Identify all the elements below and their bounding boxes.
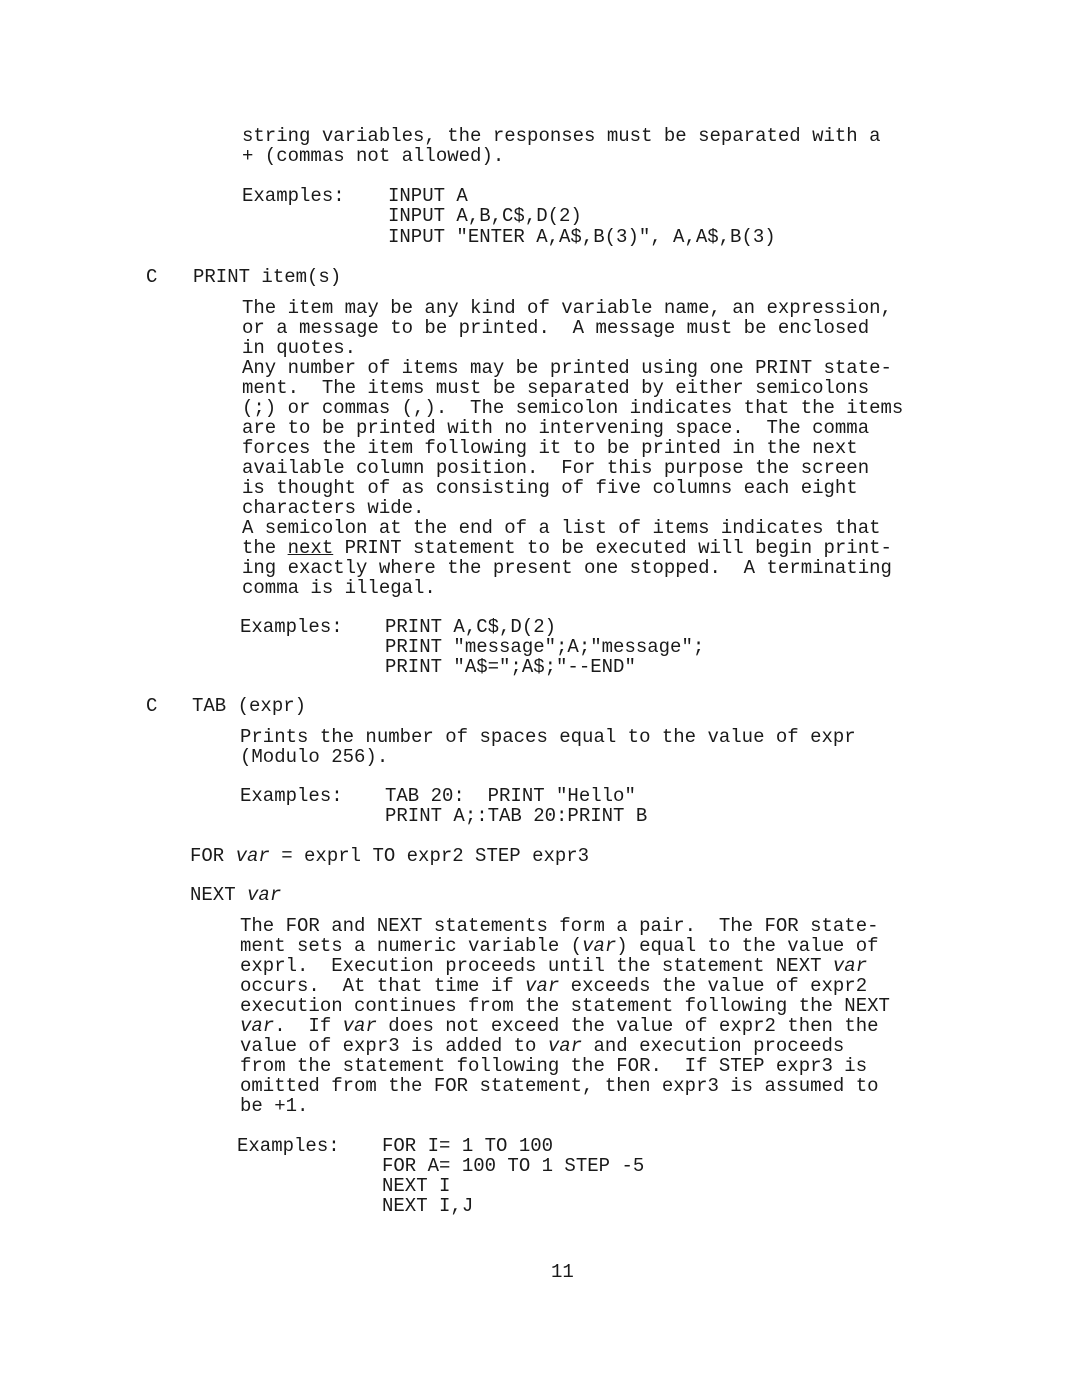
for-example-code: FOR A= 100 TO 1 STEP -5 (382, 1155, 645, 1177)
for-body-line (240, 1016, 879, 1036)
print-example-code: PRINT A,C$,D(2) (385, 616, 557, 638)
tab-example-code: TAB 20: PRINT "Hello" (385, 785, 636, 807)
for-body-text: does not exceed the value of expr2 then the (376, 1015, 879, 1037)
for-body-text: from the statement following the FOR. If STEP expr3 is (240, 1055, 868, 1077)
input-example-code: INPUT A (388, 185, 468, 207)
print-body-line: available column position. For this purpose the screen (242, 457, 870, 479)
var-italic: var (582, 935, 617, 957)
for-example-code: NEXT I (382, 1175, 451, 1197)
print-section-marker: C (146, 266, 158, 288)
for-body-text: exceeds the value of expr2 (559, 975, 868, 997)
var-italic: var (247, 884, 282, 906)
for-body-line (240, 1096, 308, 1116)
tab-example-code: PRINT A;:TAB 20:PRINT B (385, 805, 648, 827)
input-example-code: INPUT A,B,C$,D(2) (388, 205, 582, 227)
var-italic: var (525, 975, 560, 997)
print-body-line: forces the item following it to be printed in the next (242, 437, 858, 459)
print-body-line: is thought of as consisting of five columns each eight (242, 477, 858, 499)
for-body-text: The FOR and NEXT statements form a pair. The FOR state- (240, 915, 879, 937)
print-body-line: or a message to be printed. A message must be enclosed (242, 317, 870, 339)
print-body-line: in quotes. (242, 337, 357, 359)
for-examples-label: Examples: (237, 1135, 340, 1157)
tab-body-line: (Modulo 256). (240, 746, 389, 768)
for-example-code: FOR I= 1 TO 100 (382, 1135, 554, 1157)
for-body-text: and execution proceeds (582, 1035, 845, 1057)
for-example-code: NEXT I,J (382, 1195, 474, 1217)
for-body-text: execution continues from the statement following the NEXT (240, 995, 890, 1017)
tab-section-marker: C (146, 695, 158, 717)
var-italic: var (235, 845, 270, 867)
page-number: 11 (551, 1261, 574, 1283)
for-body-text: ) equal to the value of (616, 935, 879, 957)
for-body-line (240, 1056, 867, 1076)
for-body-line (240, 956, 867, 976)
print-example-code: PRINT "A$=";A$;"--END" (385, 656, 636, 678)
for-body-line (240, 1076, 879, 1096)
print-body-line: are to be printed with no intervening space. The comma (242, 417, 870, 439)
for-body-line (240, 936, 879, 956)
print-body-line: The item may be any kind of variable name, an expression, (242, 297, 892, 319)
intro-symbol: + (242, 145, 254, 167)
for-body-text: omitted from the FOR statement, then expr3 is assumed to (240, 1075, 879, 1097)
for-body-text: be +1. (240, 1095, 309, 1117)
for-body-text: occurs. At that time if (240, 975, 526, 997)
print-body-line: Any number of items may be printed using one PRINT state- (242, 357, 892, 379)
print-body-text: the (242, 537, 288, 559)
print-body-line: characters wide. (242, 497, 425, 519)
tab-examples-label: Examples: (240, 785, 343, 807)
for-body-text: exprl. Execution proceeds until the statement NEXT (240, 955, 833, 977)
for-heading (190, 846, 589, 866)
var-italic: var (240, 1015, 275, 1037)
for-body-line (240, 1036, 844, 1056)
print-body-line: (;) or commas (,). The semicolon indicates that the items (242, 397, 904, 419)
next-heading-text: NEXT (190, 884, 248, 906)
intro-line-1: string variables, the responses must be separated with a (242, 125, 881, 147)
for-body-line (240, 916, 879, 936)
tab-section-heading: TAB (expr) (192, 695, 307, 717)
tab-body-line: Prints the number of spaces equal to the value of expr (240, 726, 856, 748)
for-body-text: value of expr3 is added to (240, 1035, 548, 1057)
var-italic: var (832, 955, 868, 977)
print-body-line (242, 538, 892, 558)
intro-line-2 (242, 146, 504, 166)
print-body-line: A semicolon at the end of a list of items indicates that (242, 517, 881, 539)
var-italic: var (342, 1015, 377, 1037)
for-heading-text: FOR (190, 845, 236, 867)
input-examples-label: Examples: (242, 185, 345, 207)
for-body-line (240, 976, 867, 996)
for-body-line (240, 996, 890, 1016)
for-body-text: ment sets a numeric variable ( (240, 935, 583, 957)
for-body-text: . If (274, 1015, 343, 1037)
print-body-line: comma is illegal. (242, 577, 436, 599)
var-italic: var (547, 1035, 583, 1057)
print-example-code: PRINT "message";A;"message"; (385, 636, 705, 658)
next-heading (190, 885, 281, 905)
intro-line-2-text: (commas not allowed). (253, 145, 505, 167)
print-body-line: ing exactly where the present one stopped. A terminating (242, 557, 892, 579)
underlined-word: next (287, 537, 334, 559)
print-section-heading: PRINT item(s) (193, 266, 342, 288)
for-heading-text: = exprl TO expr2 STEP expr3 (269, 845, 590, 867)
print-body-line: ment. The items must be separated by either semicolons (242, 377, 870, 399)
print-examples-label: Examples: (240, 616, 343, 638)
print-body-text: PRINT statement to be executed will begin print- (333, 537, 892, 559)
input-example-code: INPUT "ENTER A,A$,B(3)", A,A$,B(3) (388, 226, 776, 248)
